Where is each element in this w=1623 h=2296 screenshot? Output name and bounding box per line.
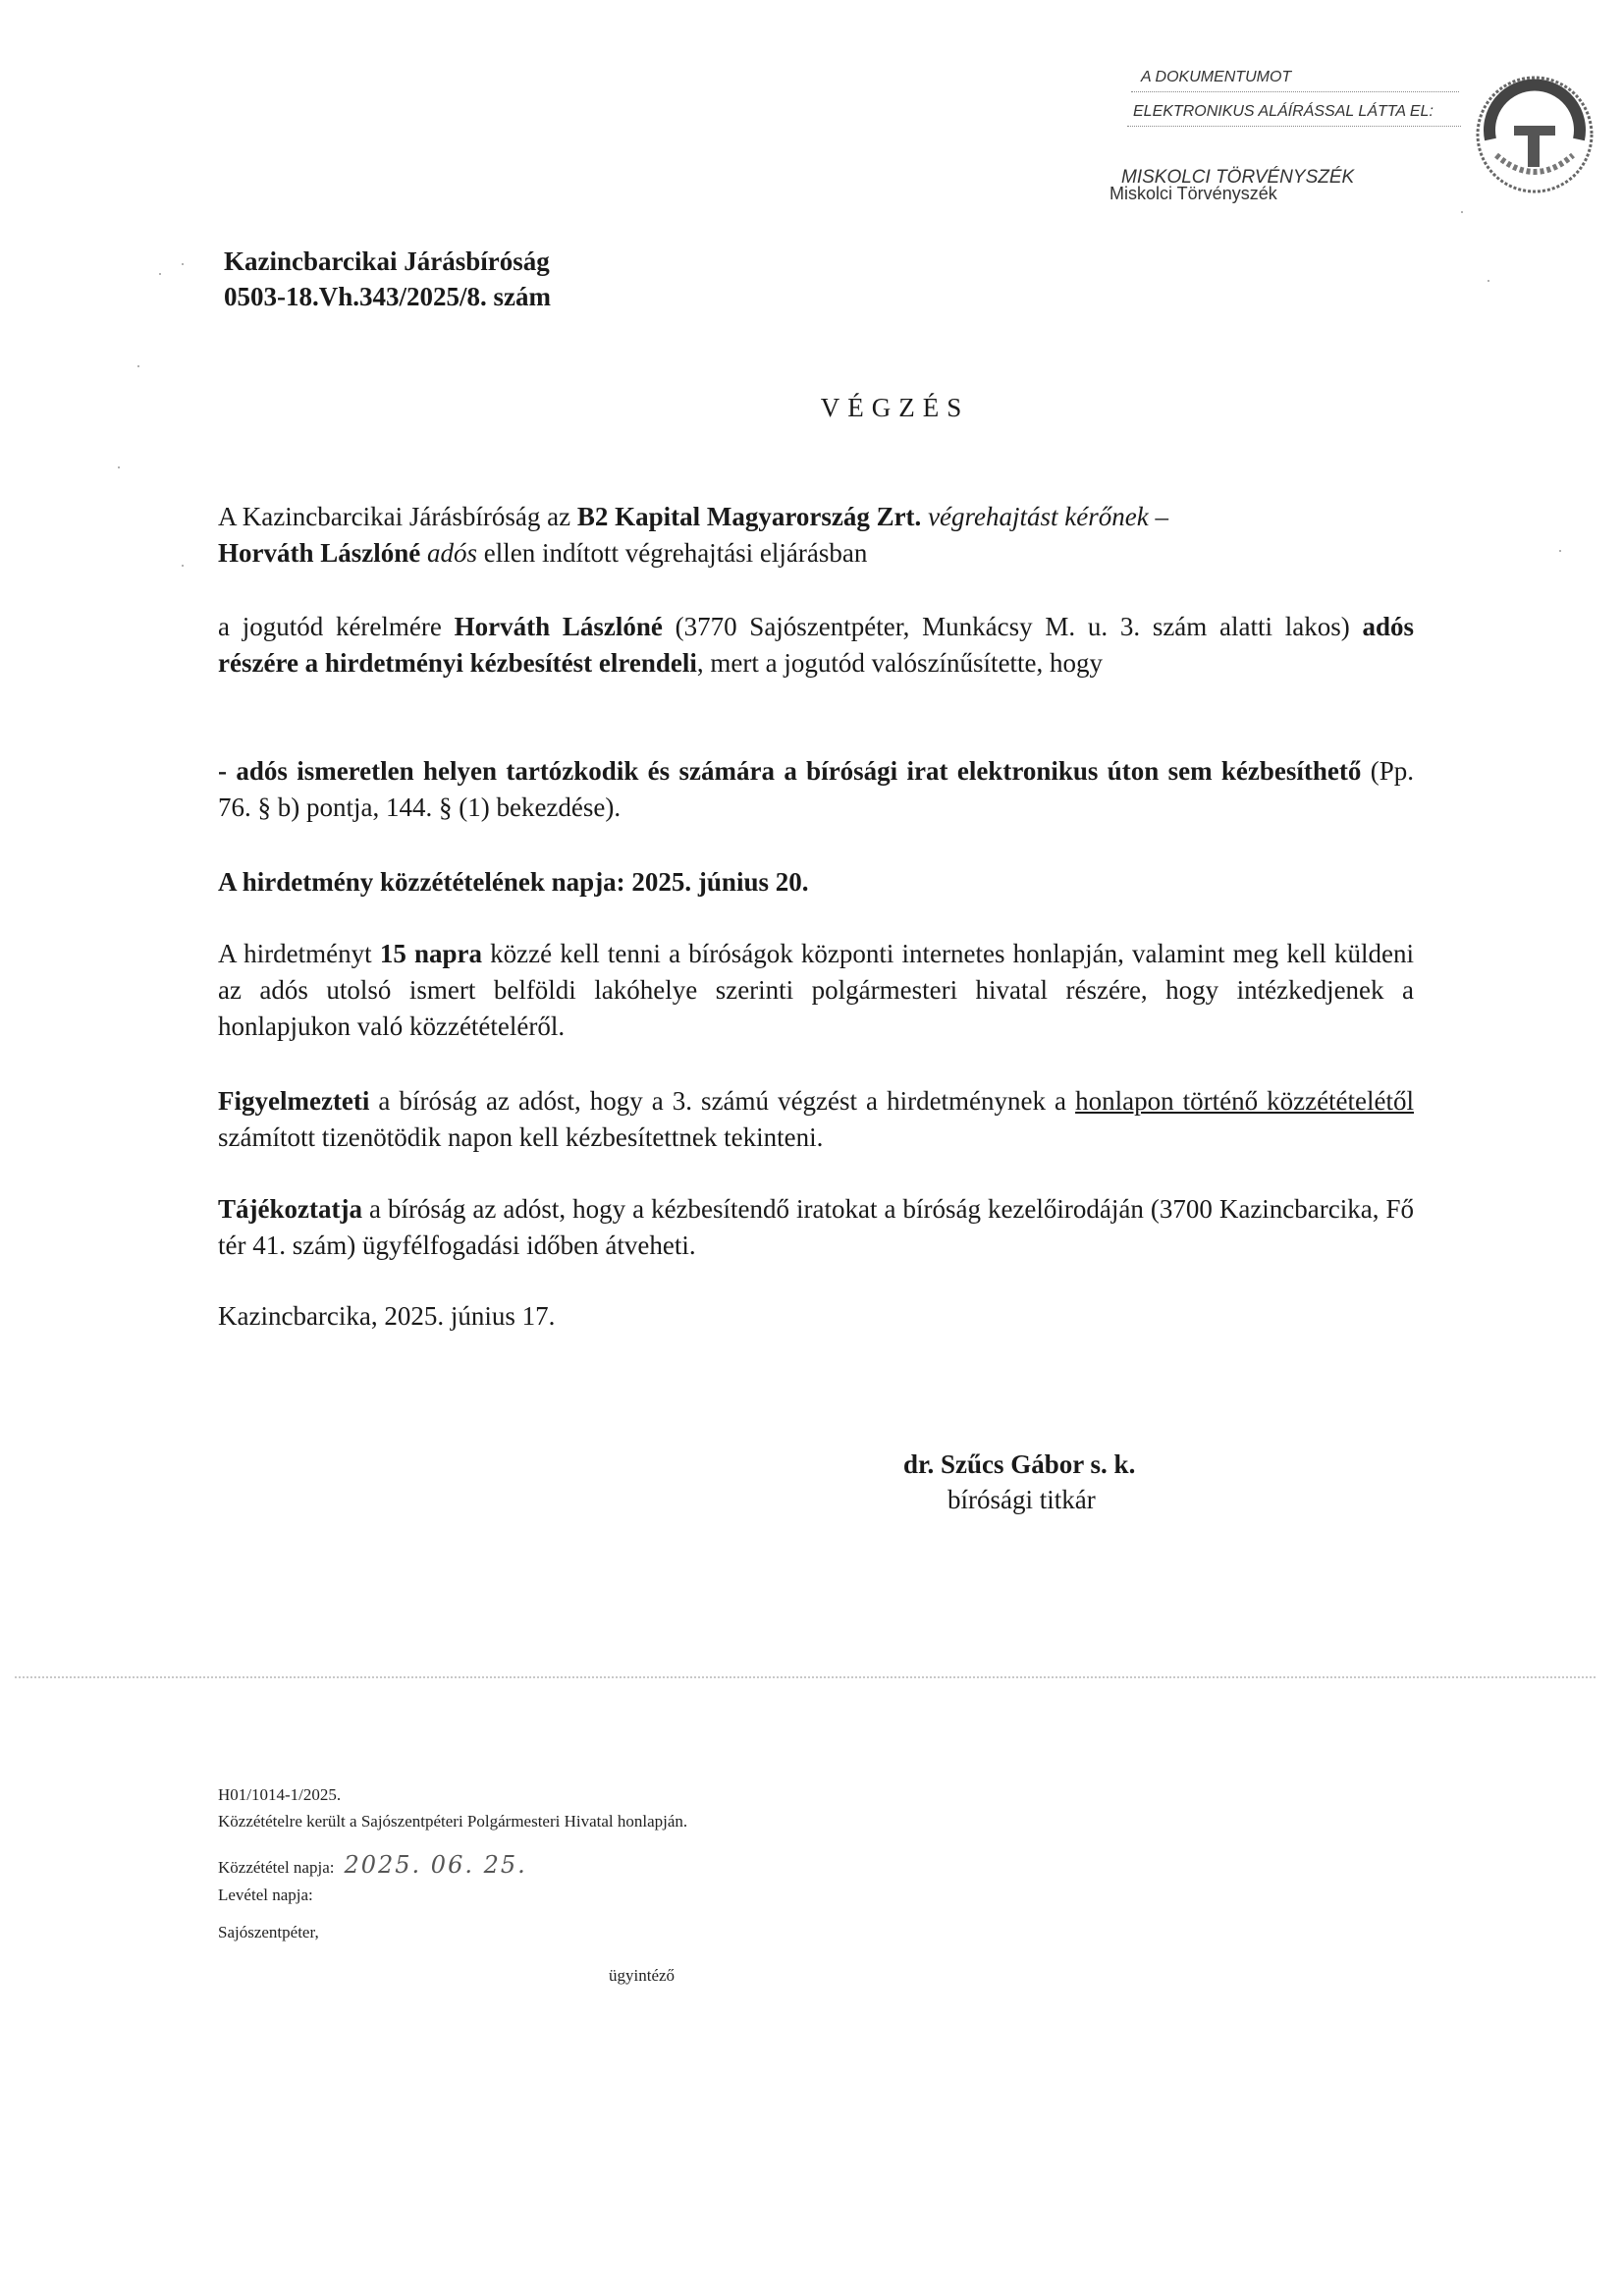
text-run: a bíróság az adóst, hogy a 3. számú végzést a hirdetménynek a: [369, 1086, 1076, 1116]
scan-speck: [118, 466, 120, 468]
reason-statement: - adós ismeretlen helyen tartózkodik és számára a bírósági irat elektronikus úton sem kézbesíthető: [218, 756, 1362, 786]
footer-removal-date: Levétel napja:: [218, 1886, 313, 1904]
signatory-name: dr. Szűcs Gábor s. k.: [903, 1449, 1136, 1479]
handwritten-date: 2025. 06. 25.: [344, 1851, 527, 1879]
electronic-signature-stamp: [1070, 61, 1600, 218]
paragraph-reason: [218, 753, 1414, 826]
footer-publication-note: Közzétételre került a Sajószentpéteri Polgármesteri Hivatal honlapján.: [218, 1812, 688, 1831]
debtor-name: Horváth Lászlóné: [218, 538, 421, 568]
stamp-line-1: A DOKUMENTUMOT: [1141, 69, 1292, 85]
document-header: [224, 244, 551, 314]
text-run: közzé kell tenni a bíróságok központi internetes honlapján, valamint meg kell küldeni az adós utolsó ismert belföldi lakóhelye szerinti polgármesteri hivatal részére, hogy intézkedjenek a honlapjukon való közzétételéről.: [218, 939, 1414, 1041]
paragraph-warning: [218, 1083, 1414, 1156]
legal-reference: (Pp. 76. § b) pontja, 144. § (1) bekezdése).: [218, 756, 1414, 822]
paragraph-publication-terms: [218, 936, 1414, 1045]
scan-speck: [1559, 550, 1561, 552]
text-run: számított tizenötödik napon kell kézbesítettnek tekinteni.: [218, 1122, 824, 1152]
scan-speck: [182, 263, 184, 265]
court-seal-logo-icon: [1471, 71, 1598, 198]
scan-speck: [137, 365, 139, 367]
scan-speck: [182, 565, 184, 567]
title-text: VÉGZÉS: [820, 393, 970, 422]
text-run: A Kazincbarcikai Járásbíróság az: [218, 502, 577, 531]
warning-keyword: Figyelmezteti: [218, 1086, 370, 1116]
underlined-phrase: honlapon történő közzétételétől: [1075, 1086, 1415, 1116]
stamp-dotted-rule: [1127, 126, 1461, 127]
text-run: ellen indított végrehajtási eljárásban: [477, 538, 868, 568]
text-run: , mert a jogutód valószínűsítette, hogy: [696, 648, 1104, 678]
stamp-dotted-rule: [1131, 91, 1459, 92]
footer-reference: H01/1014-1/2025.: [218, 1785, 342, 1804]
signatory-title: bírósági titkár: [947, 1485, 1096, 1514]
information-keyword: Tájékoztatja: [218, 1194, 362, 1224]
debtor-role: adós: [427, 538, 478, 568]
place-and-date: Kazincbarcika, 2025. június 17.: [218, 1301, 556, 1331]
footer-publication-date: [218, 1851, 527, 1879]
creditor-name: B2 Kapital Magyarország Zrt.: [576, 502, 922, 531]
paragraph-order: [218, 609, 1414, 682]
text-run: a bíróság az adóst, hogy a kézbesítendő iratokat a bíróság kezelőirodáján (3700 Kazincbarcika, Fő tér 41. szám) ügyfélfogadási időben átveheti.: [218, 1194, 1414, 1260]
text-run: [420, 538, 427, 568]
document-title: [0, 393, 1623, 423]
scan-speck: [159, 273, 161, 275]
paragraph-information: [218, 1191, 1414, 1264]
dotted-divider: [15, 1676, 1596, 1678]
text-run: A hirdetményt: [218, 939, 380, 968]
duration: 15 napra: [379, 939, 482, 968]
paragraph-parties: [218, 499, 1414, 572]
stamp-court-name: MISKOLCI TÖRVÉNYSZÉK: [1121, 167, 1355, 188]
order-statement: adós részére a hirdetményi kézbesítést elrendeli: [218, 612, 1414, 678]
text-run: (3770 Sajószentpéter, Munkácsy M. u. 3. szám alatti lakos): [662, 612, 1363, 641]
footer-clerk: ügyintéző: [609, 1966, 676, 1985]
case-number: 0503-18.Vh.343/2025/8. szám: [224, 282, 551, 311]
stamp-line-2: ELEKTRONIKUS ALÁÍRÁSSAL LÁTTA EL:: [1133, 103, 1434, 120]
stamp-court-name-secondary: Miskolci Törvényszék: [1109, 184, 1277, 203]
creditor-role: végrehajtást kérőnek –: [928, 502, 1168, 531]
paragraph-publication-date: [218, 864, 1414, 901]
footer-place: Sajószentpéter,: [218, 1923, 319, 1941]
scan-speck: [1461, 211, 1463, 213]
publication-date: A hirdetmény közzétételének napja: 2025. június 20.: [218, 867, 809, 897]
court-name: Kazincbarcikai Járásbíróság: [224, 246, 550, 276]
debtor-name: Horváth Lászlóné: [454, 612, 663, 641]
publish-label: Közzététel napja:: [218, 1858, 335, 1877]
text-run: a jogutód kérelmére: [218, 612, 455, 641]
scan-speck: [1488, 280, 1489, 282]
